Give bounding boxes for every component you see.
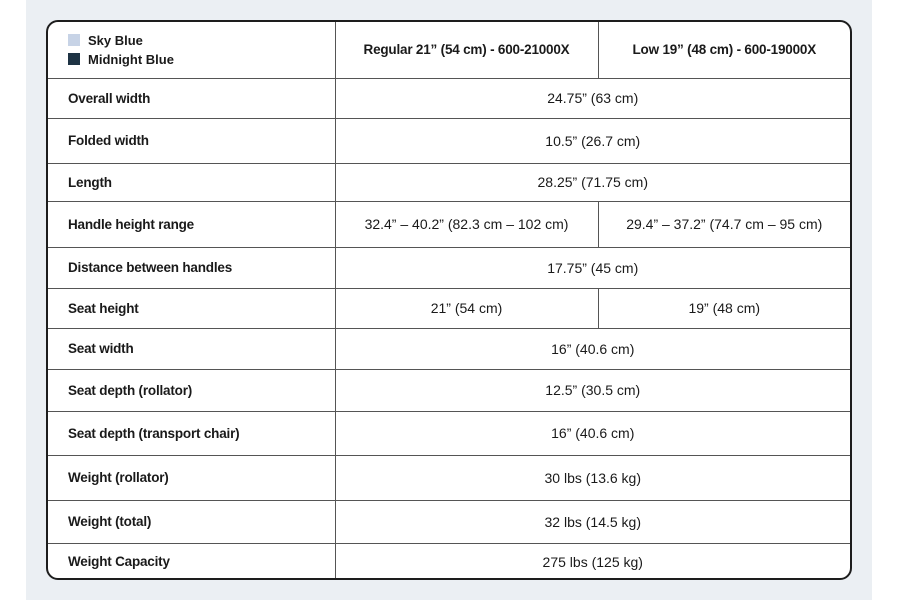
row-value: 12.5” (30.5 cm) (335, 369, 850, 411)
row-label: Folded width (48, 118, 335, 163)
table-row (48, 201, 850, 247)
table-row (48, 247, 850, 288)
row-value: 275 lbs (125 kg) (335, 543, 850, 580)
legend-item-sky-blue (68, 31, 335, 50)
row-label: Seat depth (rollator) (48, 369, 335, 411)
row-label: Distance between handles (48, 247, 335, 288)
row-value: 30 lbs (13.6 kg) (335, 455, 850, 500)
row-value: 16” (40.6 cm) (335, 328, 850, 369)
column-header-low: Low 19” (48 cm) - 600-19000X (598, 22, 850, 78)
table-row (48, 500, 850, 543)
table-row (48, 288, 850, 328)
row-value: 17.75” (45 cm) (335, 247, 850, 288)
sky-blue-swatch (68, 34, 80, 46)
table-row (48, 78, 850, 118)
midnight-blue-swatch (68, 53, 80, 65)
table-row (48, 163, 850, 201)
row-value-regular: 21” (54 cm) (335, 288, 598, 328)
legend-label: Midnight Blue (88, 51, 174, 67)
table-row (48, 543, 850, 580)
row-value-low: 29.4” – 37.2” (74.7 cm – 95 cm) (598, 201, 850, 247)
row-value: 24.75” (63 cm) (335, 78, 850, 118)
table-row (48, 118, 850, 163)
row-label: Seat depth (transport chair) (48, 411, 335, 455)
row-label: Weight (rollator) (48, 455, 335, 500)
row-value: 16” (40.6 cm) (335, 411, 850, 455)
row-label: Weight Capacity (48, 543, 335, 580)
row-value: 32 lbs (14.5 kg) (335, 500, 850, 543)
row-label: Overall width (48, 78, 335, 118)
row-value-regular: 32.4” – 40.2” (82.3 cm – 102 cm) (335, 201, 598, 247)
row-label: Handle height range (48, 201, 335, 247)
table-header-row (48, 22, 850, 78)
row-label: Seat height (48, 288, 335, 328)
row-value-low: 19” (48 cm) (598, 288, 850, 328)
row-value: 28.25” (71.75 cm) (335, 163, 850, 201)
spec-table-card (46, 20, 852, 580)
spec-table (48, 22, 850, 580)
color-legend (48, 22, 335, 78)
legend-item-midnight-blue (68, 50, 335, 69)
row-label: Weight (total) (48, 500, 335, 543)
column-header-regular: Regular 21” (54 cm) - 600-21000X (335, 22, 598, 78)
row-value: 10.5” (26.7 cm) (335, 118, 850, 163)
row-label: Length (48, 163, 335, 201)
legend-label: Sky Blue (88, 32, 143, 48)
table-row (48, 411, 850, 455)
row-label: Seat width (48, 328, 335, 369)
table-row (48, 328, 850, 369)
table-row (48, 369, 850, 411)
table-row (48, 455, 850, 500)
